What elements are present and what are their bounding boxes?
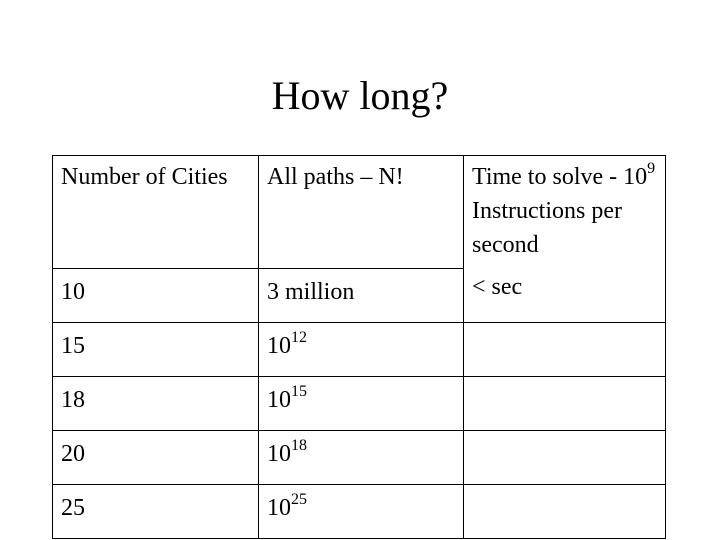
row-cities-cell [53,269,259,323]
header-cities-label: Number of Cities [61,164,228,190]
row-time-cell [464,485,666,539]
header-paths-label: All paths – N! [267,164,404,190]
row-time-cell [464,431,666,485]
row-paths-value: 3 million [267,279,355,305]
slide-title: How long? [271,73,449,118]
header-time-exponent: 9 [647,160,656,177]
row-paths-cell [259,485,464,539]
header-time-prefix: Time to solve - 10 [472,164,648,190]
row-time-value [472,485,665,491]
row-paths-cell [259,323,464,377]
row-time-cell [464,269,666,323]
table-row [53,377,666,431]
row-cities-cell [53,431,259,485]
header-cell-time [464,156,666,269]
row-paths-base: 10 [267,495,291,521]
row-paths-base: 10 [267,441,291,467]
row-paths-exponent: 15 [291,383,307,400]
row-time-value [472,431,665,437]
header-cell-cities [53,156,259,269]
row-time-value [472,377,665,383]
table-row [53,485,666,539]
table-row [53,269,666,323]
row-paths-cell [259,431,464,485]
row-cities-value: 18 [61,387,85,413]
row-cities-cell [53,377,259,431]
row-paths-exponent: 25 [291,491,307,508]
row-cities-value: 20 [61,441,85,467]
row-cities-cell [53,323,259,377]
row-time-value [472,323,665,329]
data-table [52,155,666,539]
table-row [53,431,666,485]
row-cities-value: 10 [61,279,85,305]
row-paths-base: 10 [267,333,291,359]
row-time-cell [464,323,666,377]
row-paths-base: 10 [267,387,291,413]
header-time-suffix: Instructions per second [472,198,622,258]
row-paths-cell [259,269,464,323]
row-cities-value: 25 [61,495,85,521]
row-paths-cell [259,377,464,431]
row-paths-exponent: 12 [291,329,307,346]
table-header-row [53,156,666,269]
header-cell-paths [259,156,464,269]
table-row [53,323,666,377]
row-paths-exponent: 18 [291,437,307,454]
row-cities-value: 15 [61,333,85,359]
row-cities-cell [53,485,259,539]
row-time-cell [464,377,666,431]
row-time-value: < sec [472,273,523,300]
